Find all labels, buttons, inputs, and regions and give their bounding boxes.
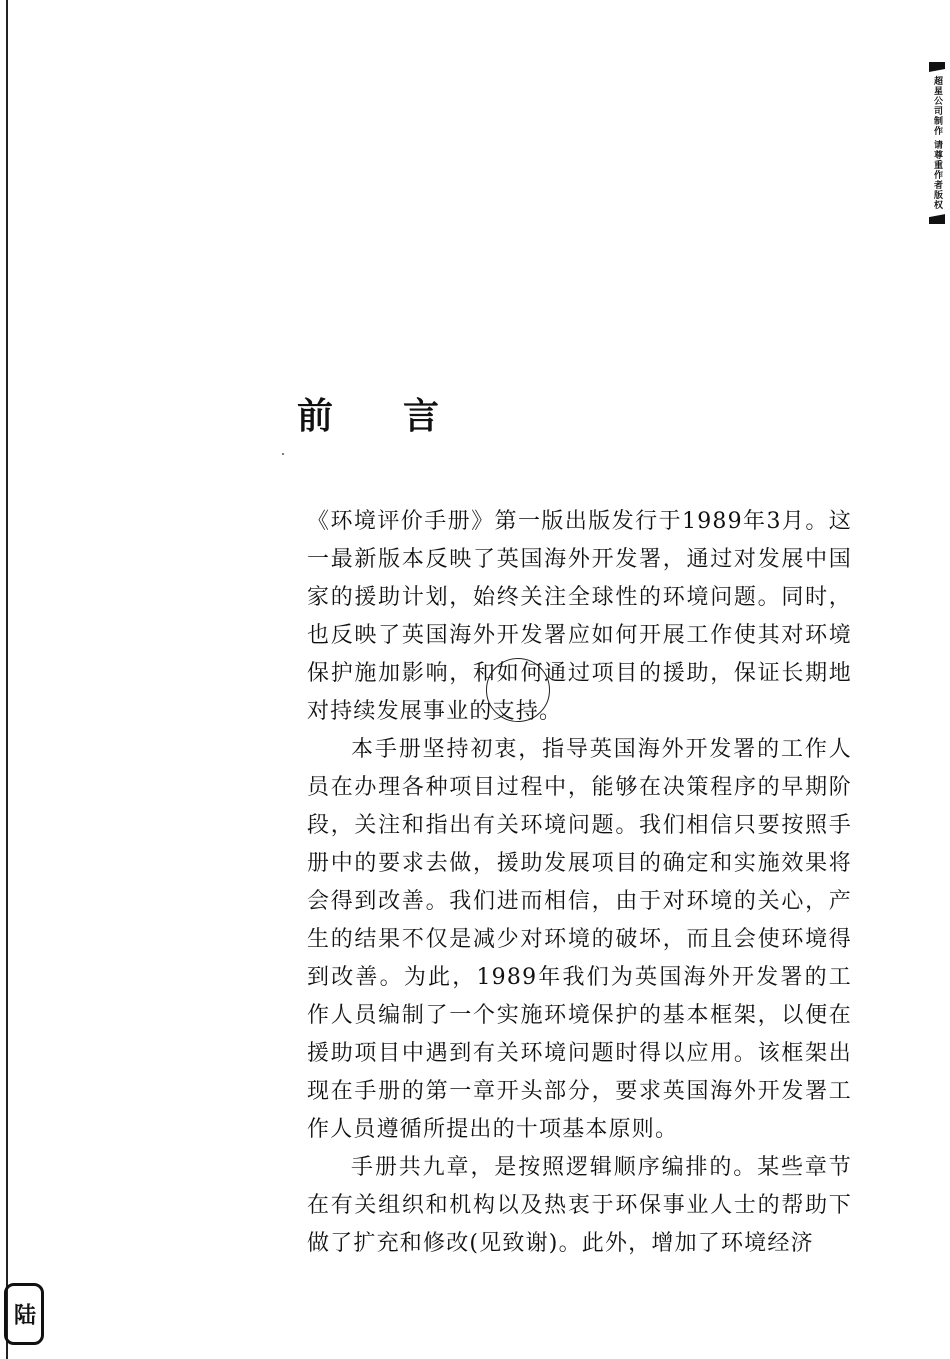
preface-body [307, 503, 852, 1263]
paragraph-1: 《环境评价手册》第一版出版发行于1989年3月。这一最新版本反映了英国海外开发署，通过对发展中国家的援助计划，始终关注全球性的环境问题。同时，也反映了英国海外开发署应如何开展工作使其对环境保护施加影响，和如何通过项目的援助，保证长期地对持续发展事业的支持。 [307, 509, 852, 724]
paragraph-3: 手册共九章，是按照逻辑顺序编排的。某些章节在有关组织和机构以及热衷于环保事业人士的帮助下做了扩充和修改(见致谢)。此外，增加了环境经济 [307, 1155, 852, 1256]
paragraph-2: 本手册坚持初衷，指导英国海外开发署的工作人员在办理各种项目过程中，能够在决策程序的早期阶段，关注和指出有关环境问题。我们相信只要按照手册中的要求去做，援助发展项目的确定和实施效果将会得到改善。我们进而相信，由于对环境的关心，产生的结果不仅是减少对环境的破坏，而且会使环境得到改善。为此，1989年我们为英国海外开发署的工作人员编制了一个实施环境保护的基本框架，以便在援助项目中遇到有关环境问题时得以应用。该框架出现在手册的第一章开头部分，要求英国海外开发署工作人员遵循所提出的十项基本原则。 [307, 737, 852, 1142]
seal-text: 陆 [10, 1303, 37, 1325]
strip-top-cap [929, 62, 945, 72]
stray-dot [282, 453, 284, 455]
side-watermark-text: 超星公司制作 请尊重作者版权 [932, 76, 942, 211]
strip-bottom-cap [929, 214, 945, 224]
page-title: 前言 [297, 395, 510, 437]
handwritten-circle-mark [486, 658, 550, 722]
library-seal-stamp [4, 1283, 44, 1345]
page-edge-rule [6, 0, 8, 1359]
side-watermark-strip [929, 62, 945, 242]
